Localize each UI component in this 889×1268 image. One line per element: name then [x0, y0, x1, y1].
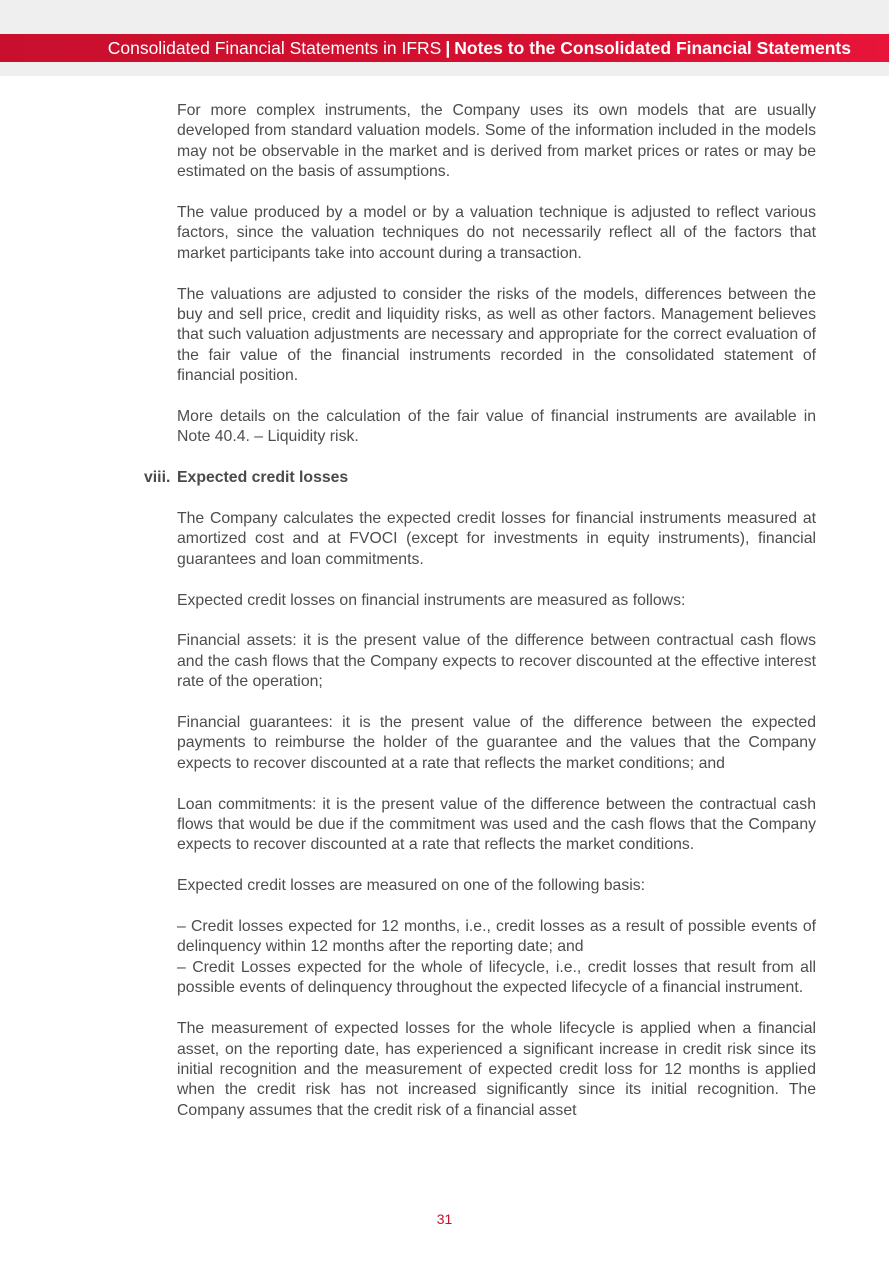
- bullet-12-month-losses: – Credit losses expected for 12 months, i.e., credit losses as a result of possible events of delinquency within 12 months after the reporting date; and: [177, 918, 816, 956]
- paragraph-measurement-basis: Expected credit losses are measured on one of the following basis:: [177, 877, 646, 895]
- section-heading-expected-credit-losses: [144, 468, 816, 488]
- paragraph-fair-value-note: More details on the calculation of the fair value of financial instruments are available in Note 40.4. – Liquidity risk.: [177, 408, 816, 446]
- section-title: Expected credit losses: [177, 469, 349, 487]
- section-number: viii.: [144, 469, 171, 487]
- paragraph-financial-guarantees: Financial guarantees: it is the present value of the difference between the expected payments to reimburse the holder of the guarantee and the values that the Company expects to recover discounted at a rate that reflects the market conditions; and: [177, 714, 816, 772]
- paragraph-ecl-measured-as: Expected credit losses on financial instruments are measured as follows:: [177, 591, 686, 609]
- page-header-band: [0, 34, 889, 62]
- paragraph-lifetime-measurement: The measurement of expected losses for the whole lifecycle is applied when a financial asset, on the reporting date, has experienced a significant increase in credit risk since its initial recognition and the measurement of expected credit loss for 12 months is applied when the credit risk has not increased significantly since its initial recognition. The Company assumes that the credit risk of a financial asset: [177, 1020, 816, 1119]
- header-separator: |: [445, 37, 451, 58]
- paragraph-model-adjustment: The value produced by a model or by a valuation technique is adjusted to reflect various factors, since the valuation techniques do not necessarily reflect all of the factors that market participants take into account during a transaction.: [177, 204, 816, 262]
- paragraph-financial-assets: Financial assets: it is the present value of the difference between contractual cash flows and the cash flows that the Company expects to recover discounted at the effective interest rate of the operation;: [177, 632, 816, 691]
- document-body: [144, 101, 816, 1121]
- header-section-title: Consolidated Financial Statements in IFRS: [107, 37, 442, 58]
- paragraph-ecl-scope: The Company calculates the expected credit losses for financial instruments measured at amortized cost and at FVOCI (except for investments in equity instruments), financial guarantees and loan commitments.: [177, 510, 816, 568]
- header-chapter-title: Notes to the Consolidated Financial Statements: [454, 37, 851, 58]
- paragraph-valuation-adjustments: The valuations are adjusted to consider the risks of the models, differences between the buy and sell price, credit and liquidity risks, as well as other factors. Management believes that such valuation adjustments are necessary and appropriate for the correct evaluation of the fair value of the financial instruments recorded in the consolidated statement of financial position.: [177, 285, 816, 385]
- paragraph-loan-commitments: Loan commitments: it is the present value of the difference between the contractual cash flows that would be due if the commitment was used and the cash flows that the Company expects to recover discounted at a rate that reflects the market conditions.: [177, 795, 816, 854]
- page-number: 31: [436, 1211, 453, 1227]
- bullet-lifetime-losses: – Credit Losses expected for the whole of lifecycle, i.e., credit losses that result from all possible events of delinquency throughout the expected lifecycle of a financial instrument.: [177, 958, 816, 997]
- paragraph-complex-instruments: For more complex instruments, the Company uses its own models that are usually developed from standard valuation models. Some of the information included in the models may not be observable in the market and is derived from market prices or rates or may be estimated on the basis of assumptions.: [177, 102, 816, 181]
